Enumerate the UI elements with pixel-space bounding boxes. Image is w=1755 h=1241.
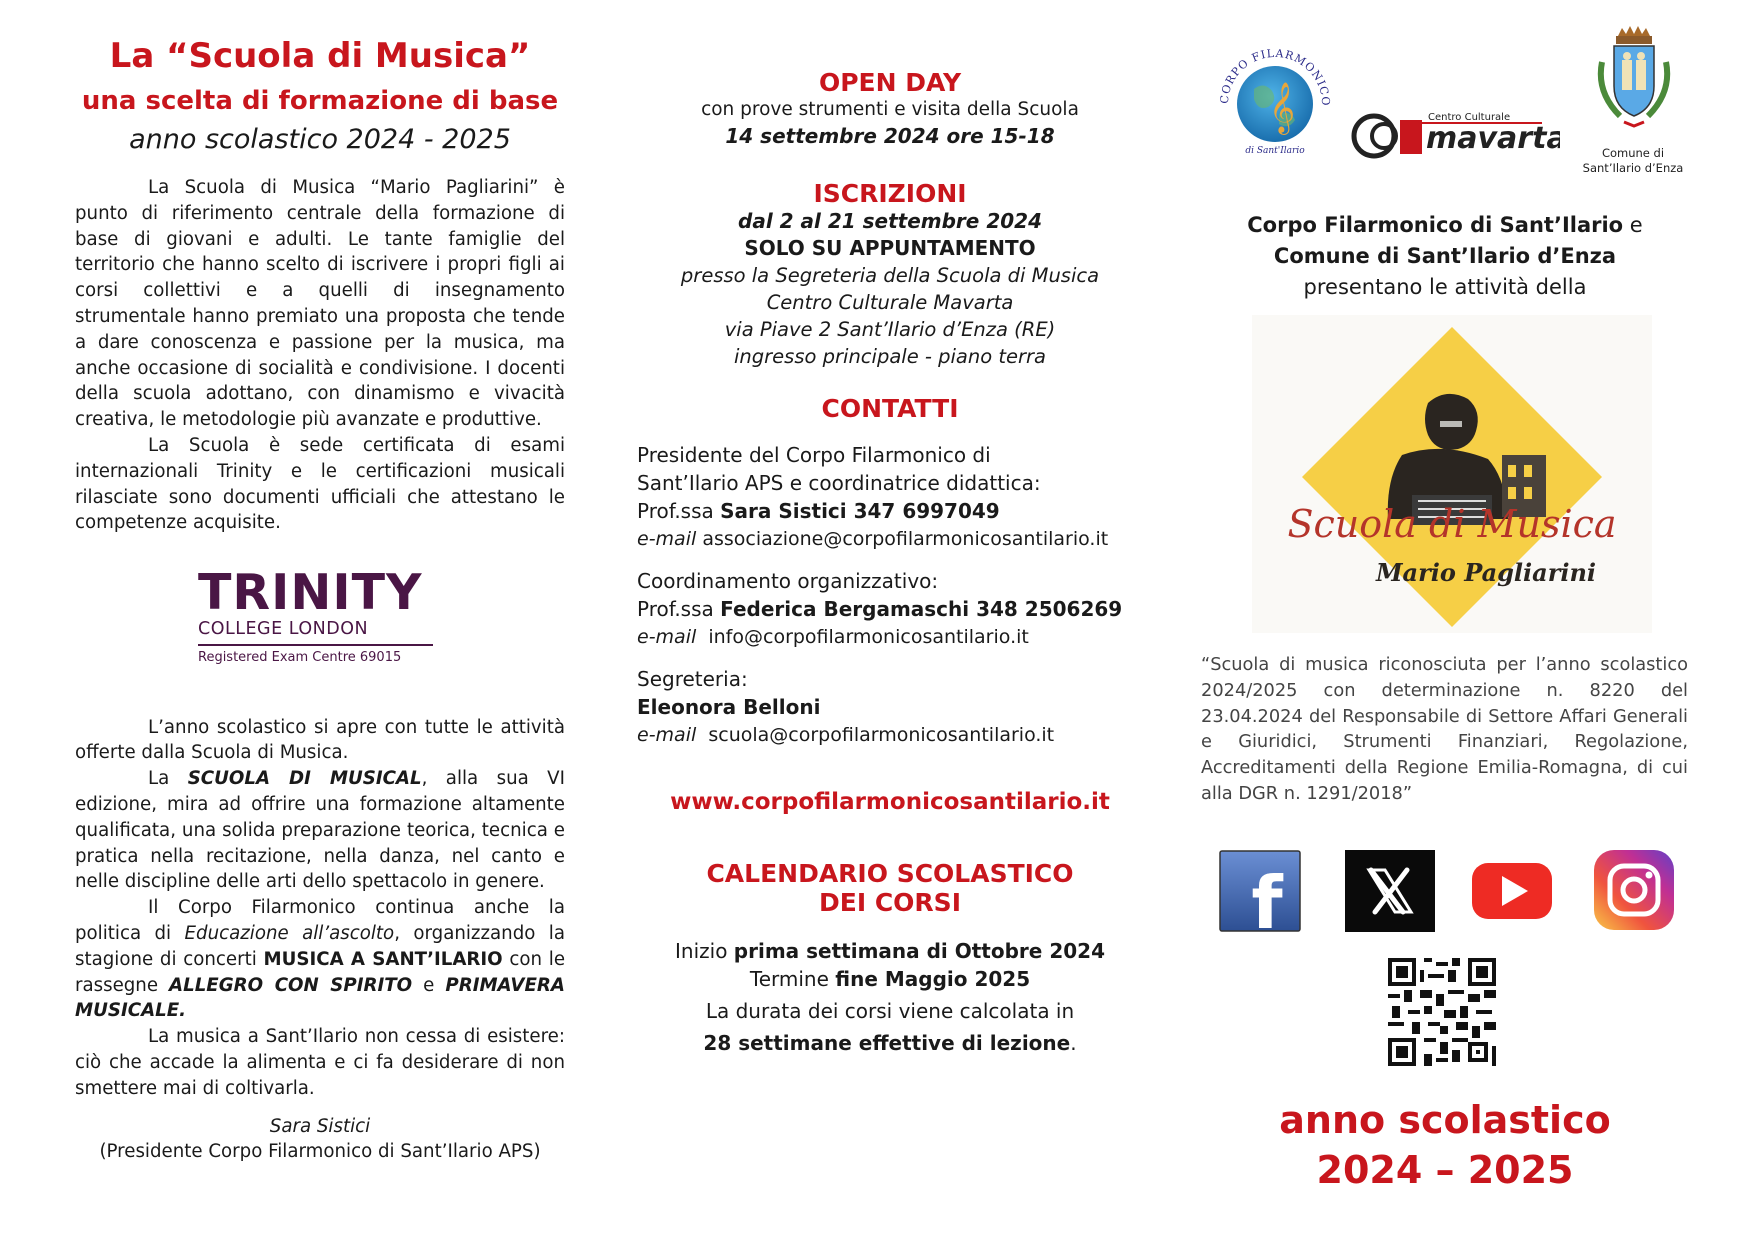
- facebook-icon[interactable]: [1219, 850, 1301, 932]
- contact-coordination: Coordinamento organizzativo: Prof.ssa Federica Bergamaschi 348 2506269 e-mail info@corpofilarmonicosantilario.it: [637, 569, 1123, 648]
- svg-text:di Sant'Ilario: di Sant'Ilario: [1245, 146, 1305, 156]
- comune-name-line1: Comune di: [1601, 146, 1665, 160]
- email-link[interactable]: scuola@corpofilarmonicosantilario.it: [708, 724, 1055, 746]
- place-line: Centro Culturale Mavarta: [766, 291, 1014, 314]
- presenters-heading: Corpo Filarmonico di Sant’Ilario e Comune di Sant’Ilario d’Enza presentano le attività della: [1247, 213, 1643, 299]
- comune-name-line2: Sant’Ilario d’Enza: [1582, 161, 1684, 175]
- paragraph-opening: L’anno scolastico si apre con tutte le attività offerte dalla Scuola di Musica.: [75, 716, 565, 764]
- email-link[interactable]: associazione@corpofilarmonicosantilario.it: [702, 528, 1109, 550]
- paragraph-closing: La musica a Sant’Ilario non cessa di esistere: ciò che accade la alimenta e ci fa desiderare di non smettere mai di coltivarla.: [75, 1026, 565, 1099]
- calendar-details: Inizio prima settimana di Ottobre 2024 Termine fine Maggio 2025 La durata dei corsi viene calcolata in 28 settimane effettive di lezione.: [675, 939, 1105, 1055]
- mavarta-logo: [1350, 108, 1560, 164]
- musical-school-name: SCUOLA DI MUSICAL: [187, 768, 422, 790]
- svg-text:mavarta: mavarta: [1426, 121, 1560, 156]
- svg-text:CORPO FILARMONICO: CORPO FILARMONICO: [1217, 46, 1333, 107]
- qr-code[interactable]: [1388, 958, 1496, 1066]
- website-link[interactable]: www.corpofilarmonicosantilario.it: [670, 789, 1110, 815]
- contact-president: Presidente del Corpo Filarmonico di Sant’Ilario APS e coordinatrice didattica: Prof.ssa Sara Sistici 347 6997049 e-mail associazione@corpofilarmonicosantilario.it: [637, 443, 1109, 550]
- x-icon[interactable]: [1345, 850, 1435, 932]
- signature-name: Sara Sistici: [269, 1115, 371, 1137]
- trinity-logo: [198, 564, 438, 665]
- svg-text:f: f: [1251, 861, 1283, 932]
- school-year: anno scolastico 2024 - 2025: [129, 124, 511, 155]
- intro-text: [75, 175, 565, 536]
- activities-text: [75, 715, 565, 1102]
- youtube-icon[interactable]: [1472, 850, 1552, 932]
- intro-paragraph: La Scuola è sede certificata di esami internazionali Trinity e le certificazioni musicali rilasciate sono documenti ufficiali che attestano le competenze acquisite.: [75, 434, 565, 534]
- svg-text:𝄞: 𝄞: [1269, 82, 1296, 133]
- main-subtitle: una scelta di formazione di base: [81, 86, 559, 116]
- email-link[interactable]: info@corpofilarmonicosantilario.it: [708, 626, 1029, 648]
- iscrizioni-dates: dal 2 al 21 settembre 2024: [738, 209, 1042, 233]
- corpo-filarmonico-logo: [1214, 44, 1336, 156]
- place-line: presso la Segreteria della Scuola di Musica: [680, 264, 1100, 287]
- calendar-title: CALENDARIO SCOLASTICO DEI CORSI: [706, 859, 1074, 917]
- recognition-quote: “Scuola di musica riconosciuta per l’anno scolastico 2024/2025 con determinazione n. 8220 del 23.04.2024 del Responsabile di Settore Affari Generali e Giuridici, Strumenti Finanziari, Regolazione, Accreditamenti della Regione Emilia-Romagna, di cui alla DGR n. 1291/2018”: [1201, 654, 1688, 804]
- place-line: via Piave 2 Sant’Ilario d’Enza (RE): [724, 318, 1056, 341]
- iscrizioni-title: ISCRIZIONI: [813, 179, 967, 208]
- left-column: [75, 0, 565, 1164]
- scuola-di-musica-logo: [1252, 315, 1652, 633]
- iscrizioni-appointment: SOLO SU APPUNTAMENTO: [744, 236, 1036, 260]
- place-line: ingresso principale - piano terra: [734, 345, 1046, 368]
- footer-school-year: anno scolastico 2024 – 2025: [1279, 1098, 1611, 1192]
- coat-of-arms-icon: [1588, 22, 1678, 142]
- trinity-name: TRINITY: [198, 564, 423, 622]
- trinity-college: COLLEGE LONDON: [198, 619, 369, 640]
- svg-text:Scuola di Musica: Scuola di Musica: [1287, 502, 1617, 546]
- svg-text:Centro Culturale: Centro Culturale: [1428, 112, 1511, 123]
- secretary-name: Eleonora Belloni: [637, 695, 821, 719]
- instagram-icon[interactable]: [1594, 850, 1674, 930]
- paragraph-concerts: Il Corpo Filarmonico continua anche la politica di Educazione all’ascolto, organizzando la stagione di concerti MUSICA A SANT’ILARIO con le rassegne ALLEGRO CON SPIRITO e PRIMAVERA MUSICALE.: [75, 897, 566, 1022]
- iscrizioni-place: [630, 262, 1150, 370]
- openday-title: OPEN DAY: [818, 68, 962, 97]
- paragraph-musical: La SCUOLA DI MUSICAL, alla sua VI edizione, mira ad offrire una formazione altamente qualificata, una solida preparazione teorica, tecnica e pratica nella recitazione, nella danza, nel canto e nelle discipline delle arti dello spettacolo in genere.: [75, 768, 565, 893]
- contatti-title: CONTATTI: [821, 394, 959, 423]
- openday-date: 14 settembre 2024 ore 15-18: [725, 124, 1055, 148]
- comune-logo: [1578, 22, 1688, 176]
- signature-block: [75, 1114, 565, 1164]
- svg-text:Mario Pagliarini: Mario Pagliarini: [1375, 558, 1597, 587]
- contact-secretary: Segreteria: Eleonora Belloni e-mail scuola@corpofilarmonicosantilario.it: [637, 665, 1150, 749]
- main-title: La “Scuola di Musica”: [109, 36, 531, 76]
- signature-role: (Presidente Corpo Filarmonico di Sant’Ilario APS): [99, 1140, 541, 1162]
- trinity-divider: [198, 644, 433, 646]
- intro-paragraph: La Scuola di Musica “Mario Pagliarini” è punto di riferimento centrale della formazione di base di giovani e adulti. Le tante famiglie del territorio che hanno scelto di iscrivere i propri figli ai corsi collettivi e a quelli di insegnamento strumentale hanno premiato una proposta che tende a dare conoscenza e passione per la musica, ma anche occasione di socialità e condivisione. I docenti della scuola adottano, con dinamismo e vivacità creativa, le metodologie più avanzate e produttive.: [75, 177, 565, 431]
- coordinator-name-phone: Federica Bergamaschi 348 2506269: [720, 597, 1123, 621]
- president-name-phone: Sara Sistici 347 6997049: [720, 499, 1000, 523]
- openday-desc: con prove strumenti e visita della Scuola: [701, 99, 1079, 120]
- trinity-centre: Registered Exam Centre 69015: [198, 649, 402, 665]
- middle-column: [630, 0, 1150, 1057]
